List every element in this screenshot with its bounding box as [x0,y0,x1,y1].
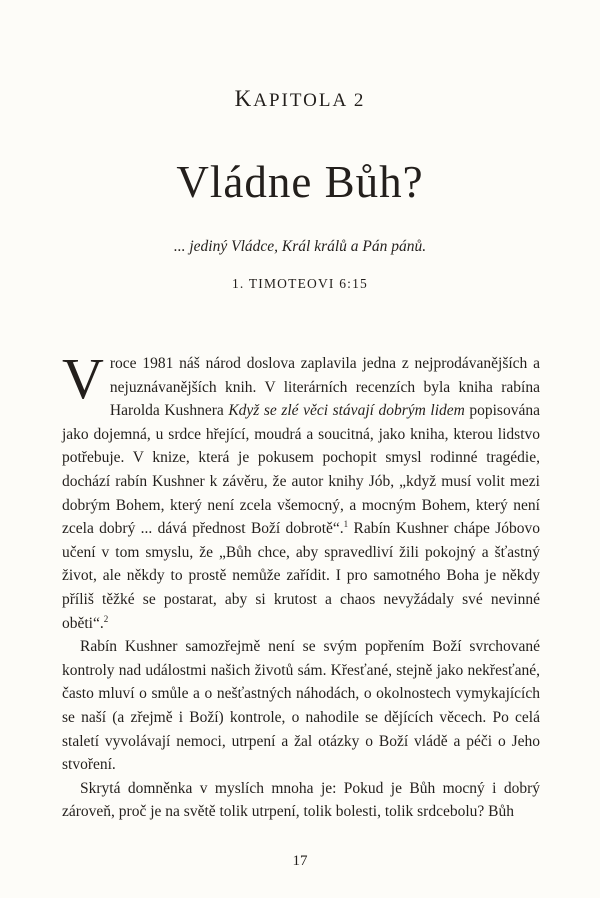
paragraph-3: Skrytá domněnka v myslích mnoha je: Pokud je Bůh mocný i dobrý zároveň, proč je na světě tolik utrpení, tolik bolesti, tolik srdcebolu? Bůh [62,779,540,821]
chapter-label [0,86,600,112]
drop-cap: V [62,346,104,411]
epigraph-quote: ... jediný Vládce, Král králů a Pán pánů. [173,238,427,255]
paragraph-1-part-a: roce 1981 náš národ doslova zaplavila jedna z nejprodávanějších a nejuznávanějších knih. V literárních recenzích byla kniha rabína Harolda Kushnera [109,355,540,420]
paragraph-1 [62,346,540,635]
chapter-title: Vládne Bůh? [176,157,424,207]
epigraph-reference: 1. TIMOTEOVI 6:15 [231,276,368,291]
page-number: 17 [292,853,308,869]
book-title: Když se zlé věci stávají dobrým lidem [228,402,465,420]
paragraph-1-part-b: popisována jako dojemná, u srdce hřející, moudrá a soucitná, jako kniha, kterou lidstvo potřebuje. V knize, která je pokusem pochopit smysl rodinné tragédie, dochází rabín Kushner k závěru, že autor knihy Jób, „když musí volit mezi dobrým Bohem, který není zcela všemocný, a mocným Bohem, který není zcela dobrý ... dává přednost Boží dobrotě“. [62,402,540,538]
chapter-label-rest: APITOLA 2 [253,90,366,111]
footnote-ref-1: 1 [343,519,349,529]
footnote-ref-2: 2 [103,613,109,624]
body-text [62,346,540,824]
paragraph-2: Rabín Kushner samozřejmě není se svým popřením Boží svrchované kontroly nad událostmi našich životů sám. Křesťané, stejně jako nekřesťané, často mluví o smůle a o nešťastných náhodách, o okolnostech vymykajících se naší (a zřejmě i Boží) kontrole, o nahodile se dějících věcech. Po celá staletí vyvolávají nemoci, utrpení a žal otázky o Boží vládě a péči o Jeho stvoření. [62,638,540,774]
paragraph-1-part-c: Rabín Kushner chápe Jóbovo učení v tom smyslu, že „Bůh chce, aby spravedliví žili pokojný a šťastný život, ale někdy to prostě nemůže zařídit. I pro samotného Boha je někdy příliš těžké se postarat, aby si krutost a chaos nevyžádaly své nevinné oběti“. [62,520,540,632]
chapter-label-initial: K [234,86,254,111]
